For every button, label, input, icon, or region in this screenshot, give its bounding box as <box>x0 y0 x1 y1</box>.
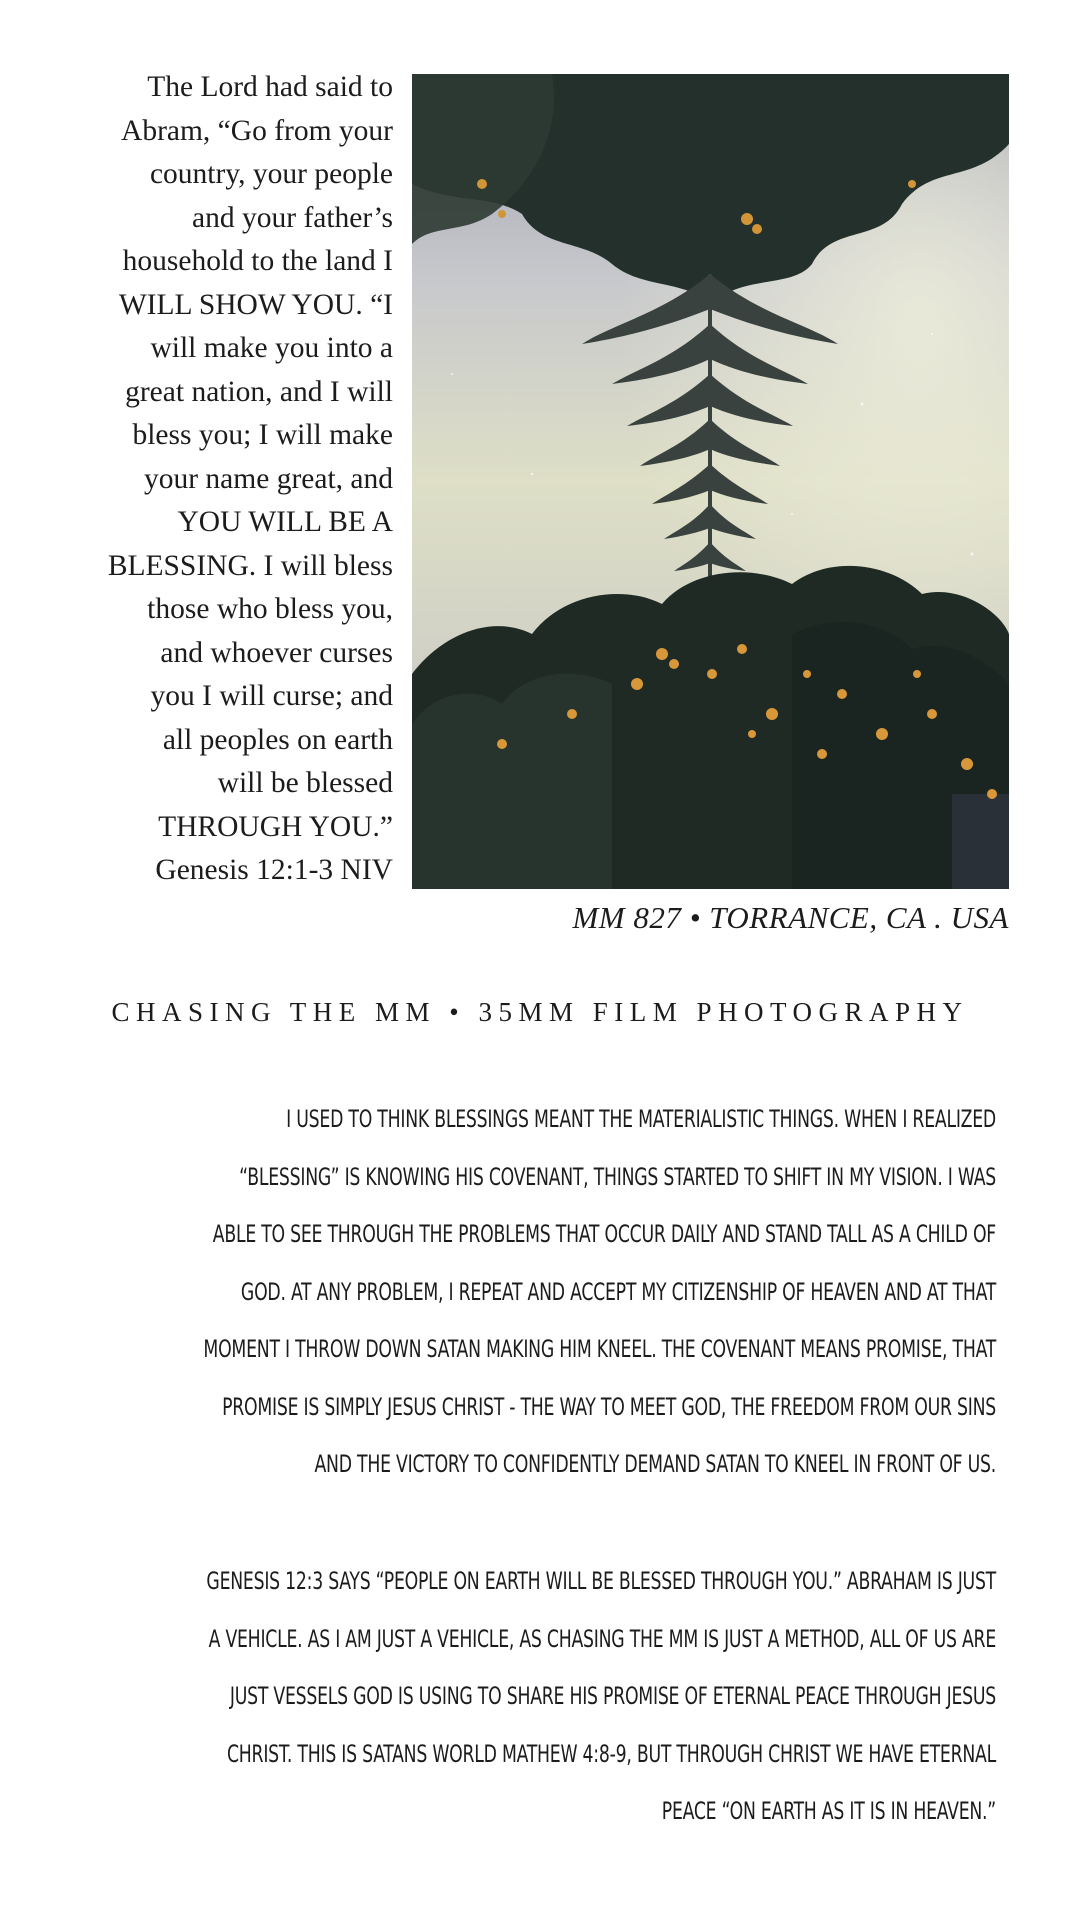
paragraph-line: I USED TO THINK BLESSINGS MEANT THE MATERIALISTIC THINGS. WHEN I REALIZED <box>286 1105 996 1133</box>
paragraph-line: ABLE TO SEE THROUGH THE PROBLEMS THAT OCCUR DAILY AND STAND TALL AS A CHILD OF <box>212 1220 996 1248</box>
body-paragraph-1 <box>60 1091 996 1494</box>
verse-line: YOU WILL BE A <box>177 506 393 538</box>
verse-line: and your father’s <box>192 201 393 234</box>
paragraph-line: JUST VESSELS GOD IS USING TO SHARE HIS PROMISE OF ETERNAL PEACE THROUGH JESUS <box>229 1682 997 1710</box>
verse-line: The Lord had said to <box>147 71 393 103</box>
body-paragraph-2 <box>60 1553 996 1841</box>
film-photo <box>412 74 1009 889</box>
verse-line: will make you into a <box>150 332 393 364</box>
paragraph-line: PEACE “ON EARTH AS IT IS IN HEAVEN.” <box>661 1797 996 1825</box>
verse-line: and whoever curses <box>160 636 393 669</box>
film-photo-tree-icon <box>412 74 1009 889</box>
paragraph-line: PROMISE IS SIMPLY JESUS CHRIST - THE WAY TO MEET GOD, THE FREEDOM FROM OUR SINS <box>222 1392 996 1421</box>
verse-line: all peoples on earth <box>162 723 393 756</box>
verse-line: those who bless you, <box>147 593 393 625</box>
verse-line: your name great, and <box>143 462 393 495</box>
verse-line: THROUGH YOU.” <box>158 810 393 843</box>
paragraph-line: GENESIS 12:3 SAYS “PEOPLE ON EARTH WILL BE BLESSED THROUGH YOU.” ABRAHAM IS JUST <box>206 1567 997 1595</box>
verse-line: household to the land I <box>122 245 393 277</box>
verse-line: you I will curse; and <box>150 680 393 712</box>
photo-caption: MM 827 • TORRANCE, CA . USA <box>572 900 1009 935</box>
paragraph-line: MOMENT I THROW DOWN SATAN MAKING HIM KNEEL. THE COVENANT MEANS PROMISE, THAT <box>203 1335 996 1363</box>
verse-reference: Genesis 12:1-3 NIV <box>155 854 393 886</box>
paragraph-line: AND THE VICTORY TO CONFIDENTLY DEMAND SATAN TO KNEEL IN FRONT OF US. <box>314 1450 996 1478</box>
verse-line: great nation, and I will <box>125 375 393 408</box>
verse-line: WILL SHOW YOU. “I <box>118 288 393 321</box>
verse-line: bless you; I will make <box>132 419 393 451</box>
paragraph-line: “BLESSING” IS KNOWING HIS COVENANT, THINGS STARTED TO SHIFT IN MY VISION. I WAS <box>239 1162 996 1191</box>
verse-line: country, your people <box>149 158 393 190</box>
paragraph-line: A VEHICLE. AS I AM JUST A VEHICLE, AS CHASING THE MM IS JUST A METHOD, ALL OF US ARE <box>208 1624 996 1653</box>
paragraph-line: GOD. AT ANY PROBLEM, I REPEAT AND ACCEPT MY CITIZENSHIP OF HEAVEN AND AT THAT <box>240 1277 997 1306</box>
verse-line: Abram, “Go from your <box>121 114 393 147</box>
verse-line: will be blessed <box>217 767 393 799</box>
verse-text <box>48 66 393 893</box>
brand-tagline: CHASING THE MM • 35MM FILM PHOTOGRAPHY <box>111 997 969 1027</box>
paragraph-line: CHRIST. THIS IS SATANS WORLD MATHEW 4:8-9, BUT THROUGH CHRIST WE HAVE ETERNAL <box>226 1739 997 1768</box>
verse-line: BLESSING. I will bless <box>107 549 393 582</box>
